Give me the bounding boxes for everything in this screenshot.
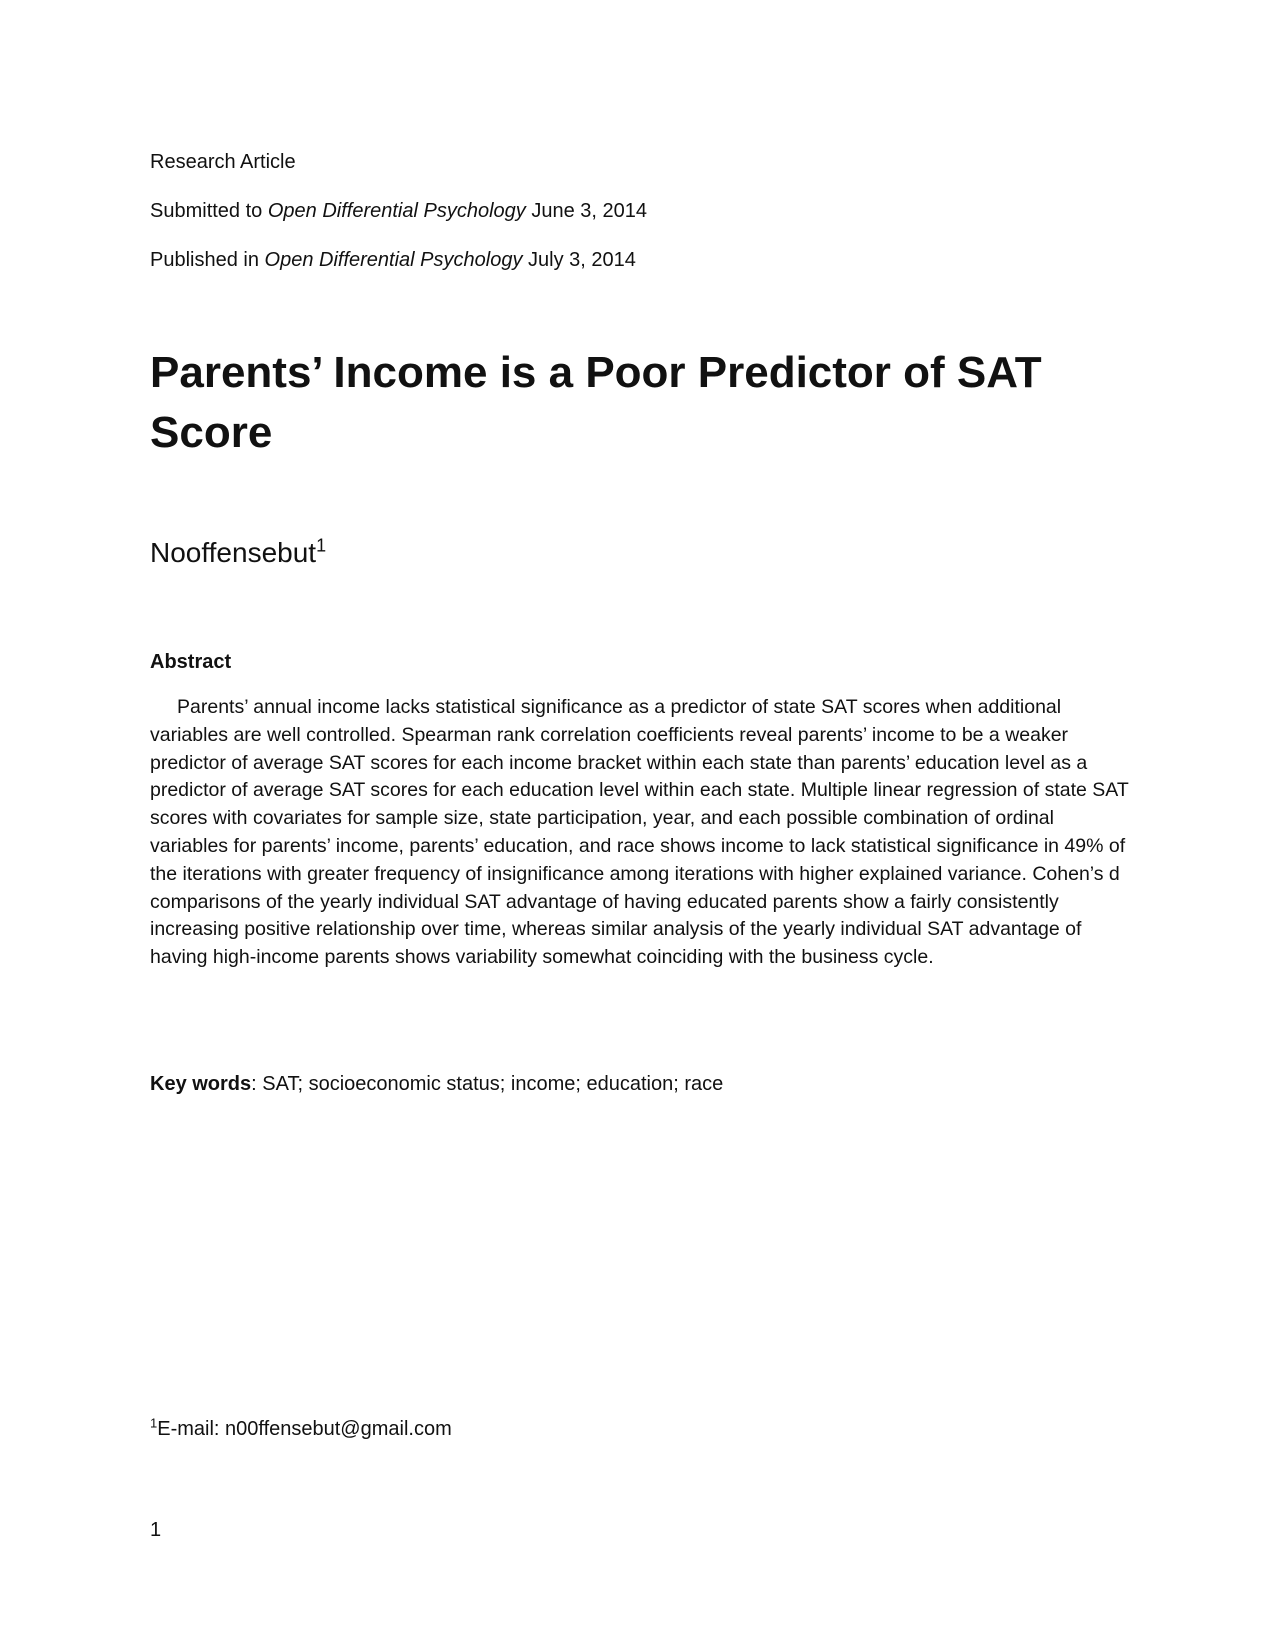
footnote-marker: 1	[150, 1415, 158, 1431]
keywords-label: Key words	[150, 1073, 252, 1095]
keywords-separator: :	[251, 1073, 263, 1095]
submitted-line	[150, 199, 647, 223]
footnote-email: E-mail: n00ffensebut@gmail.com	[157, 1418, 452, 1440]
published-date: July 3, 2014	[522, 249, 636, 271]
published-journal: Open Differential Psychology	[264, 249, 523, 271]
footnote	[150, 1417, 452, 1441]
keywords-line	[150, 1072, 723, 1096]
article-type	[150, 150, 296, 174]
submitted-prefix: Submitted to	[150, 200, 268, 222]
submitted-journal: Open Differential Psychology	[267, 200, 526, 222]
paper-title: Parents’ Income is a Poor Predictor of SAT Score	[150, 348, 1042, 457]
page-number: 1	[150, 1519, 162, 1541]
submitted-date: June 3, 2014	[525, 200, 647, 222]
author-line	[150, 536, 326, 570]
abstract-body: Parents’ annual income lacks statistical significance as a predictor of state SAT scores when additional variables are well controlled. Spearman rank correlation coefficients reveal parents’ income to be a weaker predictor of average SAT scores for each income bracket within each state than parents’ education level as a predictor of average SAT scores for each education level within each state. Multiple linear regression of state SAT scores with covariates for sample size, state participation, year, and each possible combination of ordinal variables for parents’ income, parents’ education, and race shows income to lack statistical significance in 49% of the iterations with greater frequency of insignificance among iterations with higher explained variance. Cohen’s d comparisons of the yearly individual SAT advantage of having educated parents show a fairly consistently increasing positive relationship over time, whereas similar analysis of the yearly individual SAT advantage of having high-income parents shows variability somewhat coinciding with the business cycle.	[150, 696, 1129, 969]
author-name: Nooffensebut	[150, 537, 317, 568]
published-prefix: Published in	[150, 249, 265, 271]
article-type-text: Research Article	[150, 151, 296, 173]
abstract-heading: Abstract	[150, 651, 232, 673]
published-line	[150, 248, 636, 272]
keywords-values: SAT; socioeconomic status; income; education; race	[262, 1073, 724, 1095]
author-footnote-marker: 1	[316, 535, 327, 556]
